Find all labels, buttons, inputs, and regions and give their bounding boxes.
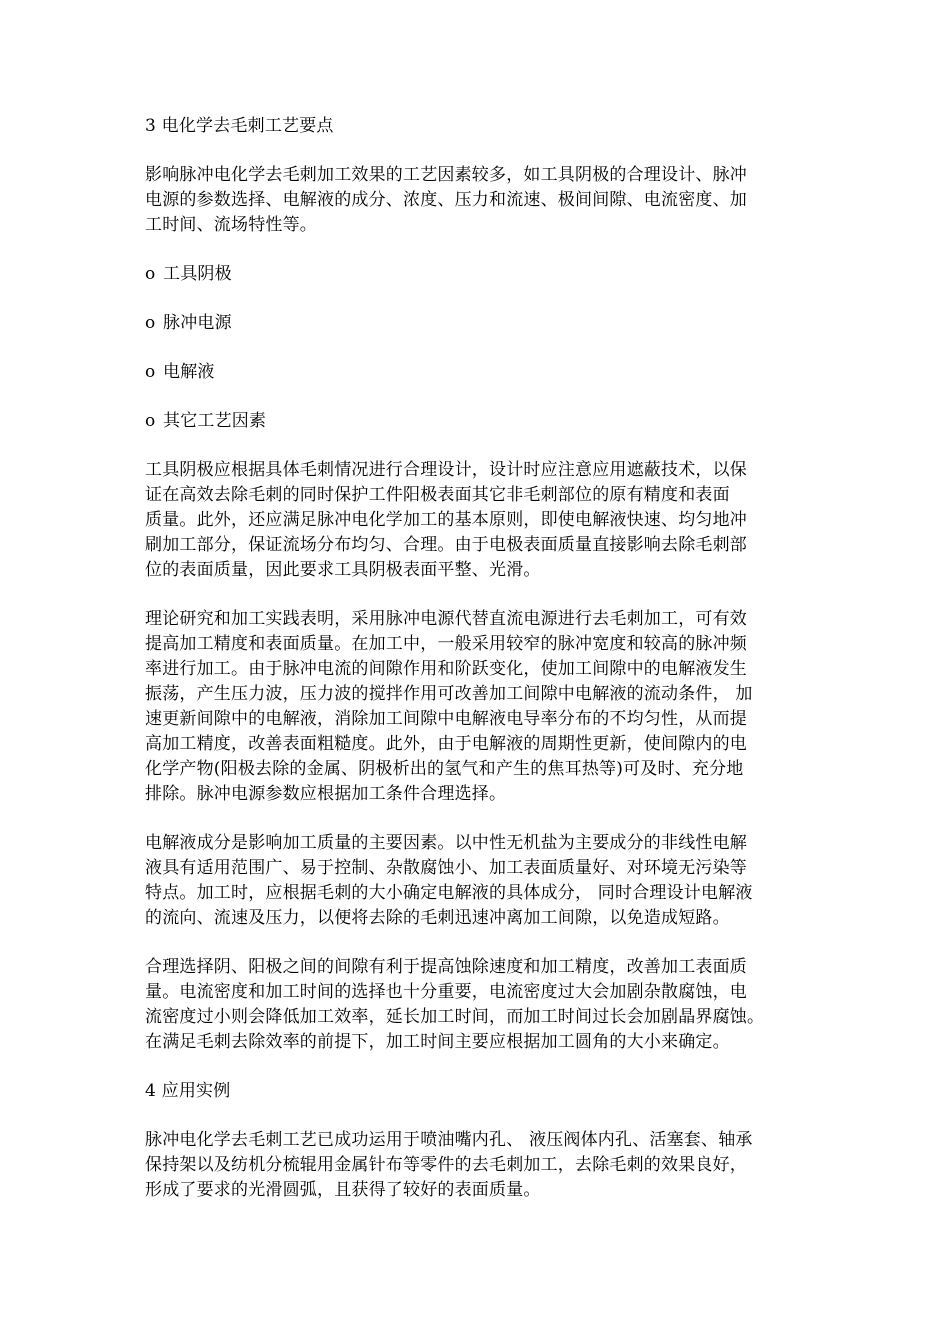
paragraph-line: 化学产物(阳极去除的金属、阴极析出的氢气和产生的焦耳热等)可及时、充分地 <box>145 759 744 779</box>
paragraph-line: 振荡，产生压力波，压力波的搅拌作用可改善加工间隙中电解液的流动条件， 加 <box>145 684 753 704</box>
paragraph-line: 提高加工精度和表面质量。在加工中，一般采用较窄的脉冲宽度和较高的脉冲频 <box>145 634 747 654</box>
paragraph-line: 电源的参数选择、电解液的成分、浓度、压力和流速、极间间隙、电流密度、加 <box>145 190 747 210</box>
section-heading: 4 应用实例 <box>145 1081 231 1101</box>
paragraph <box>145 607 805 807</box>
paragraph-line: 刷加工部分，保证流场分布均匀、合理。由于电极表面质量直接影响去除毛刺部 <box>145 535 747 555</box>
paragraph-line: 率进行加工。由于脉冲电流的间隙作用和阶跃变化，使加工间隙中的电解液发生 <box>145 659 747 679</box>
paragraph-line: 排除。脉冲电源参数应根据加工条件合理选择。 <box>145 784 507 804</box>
list-item <box>145 409 805 434</box>
bullet-marker: o <box>145 362 156 382</box>
section-heading: 3 电化学去毛刺工艺要点 <box>145 116 334 136</box>
paragraph-line: 保持架以及纺机分梳辊用金属针布等零件的去毛刺加工，去除毛刺的效果良好， <box>145 1155 747 1175</box>
paragraph-line: 形成了要求的光滑圆弧，且获得了较好的表面质量。 <box>145 1180 541 1200</box>
list-item <box>145 360 805 385</box>
paragraph-line: 工时间、流场特性等。 <box>145 215 317 235</box>
paragraph <box>145 1128 805 1203</box>
document-body <box>145 114 805 1227</box>
paragraph-line: 理论研究和加工实践表明，采用脉冲电源代替直流电源进行去毛刺加工，可有效 <box>145 609 747 629</box>
paragraph-line: 速更新间隙中的电解液，消除加工间隙中电解液电导率分布的不均匀性，从而提 <box>145 709 747 729</box>
paragraph-line: 脉冲电化学去毛刺工艺已成功运用于喷油嘴内孔、 液压阀体内孔、活塞套、轴承 <box>145 1130 753 1150</box>
paragraph-line: 质量。此外，还应满足脉冲电化学加工的基本原则，即使电解液快速、均匀地冲 <box>145 510 747 530</box>
paragraph-line: 在满足毛刺去除效率的前提下，加工时间主要应根据加工圆角的大小来确定。 <box>145 1032 730 1052</box>
paragraph-line: 位的表面质量，因此要求工具阴极表面平整、光滑。 <box>145 560 541 580</box>
list-item-text: 脉冲电源 <box>163 313 232 333</box>
bullet-marker: o <box>145 313 156 333</box>
list-item-text: 工具阴极 <box>163 264 232 284</box>
paragraph-line: 的流向、流速及压力，以便将去除的毛刺迅速冲离加工间隙，以免造成短路。 <box>145 908 730 928</box>
list-item <box>145 311 805 336</box>
paragraph-line: 证在高效去除毛刺的同时保护工件阳极表面其它非毛刺部位的原有精度和表面 <box>145 485 730 505</box>
paragraph-line: 工具阴极应根据具体毛刺情况进行合理设计，设计时应注意应用遮蔽技术，以保 <box>145 460 747 480</box>
paragraph-line: 流密度过小则会降低加工效率，延长加工时间，而加工时间过长会加剧晶界腐蚀。 <box>145 1007 765 1027</box>
paragraph <box>145 955 805 1055</box>
paragraph-line: 特点。加工时，应根据毛刺的大小确定电解液的具体成分， 同时合理设计电解液 <box>145 883 753 903</box>
bullet-marker: o <box>145 264 156 284</box>
paragraph <box>145 458 805 583</box>
paragraph-line: 量。电流密度和加工时间的选择也十分重要，电流密度过大会加剧杂散腐蚀，电 <box>145 982 747 1002</box>
list-item-text: 其它工艺因素 <box>163 411 267 431</box>
paragraph-line: 合理选择阴、阳极之间的间隙有利于提高蚀除速度和加工精度，改善加工表面质 <box>145 957 747 977</box>
paragraph-line: 液具有适用范围广、易于控制、杂散腐蚀小、加工表面质量好、对环境无污染等 <box>145 858 747 878</box>
paragraph <box>145 831 805 931</box>
paragraph-line: 电解液成分是影响加工质量的主要因素。以中性无机盐为主要成分的非线性电解 <box>145 833 747 853</box>
bullet-marker: o <box>145 411 156 431</box>
list-item-text: 电解液 <box>163 362 215 382</box>
list-item <box>145 262 805 287</box>
paragraph-line: 高加工精度，改善表面粗糙度。此外，由于电解液的周期性更新，使间隙内的电 <box>145 734 747 754</box>
paragraph-line: 影响脉冲电化学去毛刺加工效果的工艺因素较多，如工具阴极的合理设计、脉冲 <box>145 165 747 185</box>
paragraph <box>145 163 805 238</box>
